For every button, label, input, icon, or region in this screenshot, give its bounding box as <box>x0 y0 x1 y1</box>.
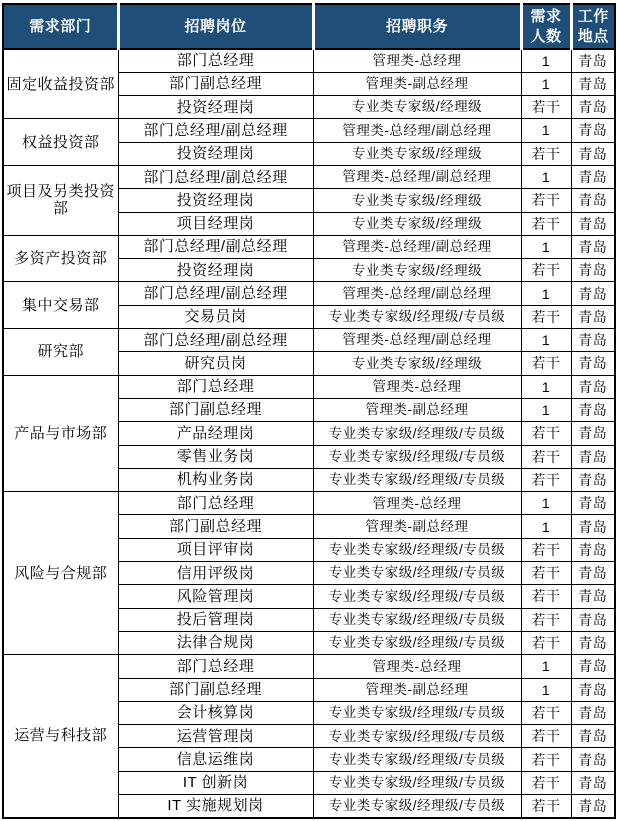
headcount-cell: 1 <box>521 375 571 398</box>
location-cell: 青岛 <box>571 305 615 328</box>
position-cell: 部门总经理 <box>118 492 313 515</box>
position-cell: 交易员岗 <box>118 305 313 328</box>
headcount-cell: 若干 <box>521 538 571 561</box>
location-cell: 青岛 <box>571 725 615 748</box>
location-cell: 青岛 <box>571 119 615 142</box>
location-cell: 青岛 <box>571 515 615 538</box>
location-cell: 青岛 <box>571 142 615 165</box>
title-cell: 专业类专家级/经理级/专员级 <box>313 422 521 445</box>
title-cell: 专业类专家级/经理级 <box>313 189 521 212</box>
position-cell: 投后管理岗 <box>118 608 313 631</box>
headcount-cell: 1 <box>521 492 571 515</box>
location-cell: 青岛 <box>571 96 615 119</box>
location-cell: 青岛 <box>571 235 615 258</box>
recruitment-table <box>2 3 616 819</box>
position-cell: 项目经理岗 <box>118 212 313 235</box>
position-cell: 信用评级岗 <box>118 562 313 585</box>
position-cell: 部门总经理 <box>118 49 313 72</box>
location-cell: 青岛 <box>571 492 615 515</box>
location-cell: 青岛 <box>571 259 615 282</box>
table-row <box>3 49 615 72</box>
headcount-cell: 若干 <box>521 259 571 282</box>
location-cell: 青岛 <box>571 468 615 491</box>
position-cell: 部门总经理 <box>118 375 313 398</box>
position-cell: 部门副总经理 <box>118 398 313 421</box>
title-cell: 专业类专家级/经理级/专员级 <box>313 771 521 794</box>
dept-cell: 集中交易部 <box>3 282 118 329</box>
headcount-cell: 1 <box>521 72 571 95</box>
position-cell: 投资经理岗 <box>118 96 313 119</box>
title-cell: 专业类专家级/经理级/专员级 <box>313 795 521 818</box>
header-dept: 需求部门 <box>3 4 118 49</box>
headcount-cell: 若干 <box>521 445 571 468</box>
position-cell: 部门副总经理 <box>118 72 313 95</box>
headcount-cell: 若干 <box>521 585 571 608</box>
position-cell: IT 实施规划岗 <box>118 795 313 818</box>
location-cell: 青岛 <box>571 585 615 608</box>
location-cell: 青岛 <box>571 445 615 468</box>
title-cell: 专业类专家级/经理级/专员级 <box>313 608 521 631</box>
headcount-cell: 若干 <box>521 212 571 235</box>
table-header <box>3 4 615 49</box>
location-cell: 青岛 <box>571 795 615 818</box>
title-cell: 管理类-总经理 <box>313 492 521 515</box>
position-cell: 部门总经理/副总经理 <box>118 165 313 188</box>
headcount-cell: 若干 <box>521 305 571 328</box>
title-cell: 专业类专家级/经理级 <box>313 96 521 119</box>
headcount-cell: 若干 <box>521 795 571 818</box>
table-row <box>3 165 615 188</box>
position-cell: 投资经理岗 <box>118 142 313 165</box>
dept-cell: 产品与市场部 <box>3 375 118 491</box>
headcount-cell: 若干 <box>521 142 571 165</box>
location-cell: 青岛 <box>571 631 615 654</box>
position-cell: 运营管理岗 <box>118 725 313 748</box>
headcount-cell: 1 <box>521 165 571 188</box>
headcount-cell: 1 <box>521 119 571 142</box>
headcount-cell: 若干 <box>521 96 571 119</box>
headcount-cell: 1 <box>521 235 571 258</box>
title-cell: 管理类-总经理/副总经理 <box>313 119 521 142</box>
location-cell: 青岛 <box>571 329 615 352</box>
header-headcount: 需求人数 <box>521 4 571 49</box>
headcount-cell: 若干 <box>521 608 571 631</box>
header-position: 招聘岗位 <box>118 4 313 49</box>
dept-cell: 风险与合规部 <box>3 492 118 655</box>
dept-cell: 项目及另类投资部 <box>3 165 118 235</box>
headcount-cell: 1 <box>521 282 571 305</box>
location-cell: 青岛 <box>571 771 615 794</box>
location-cell: 青岛 <box>571 72 615 95</box>
title-cell: 管理类-副总经理 <box>313 72 521 95</box>
headcount-cell: 1 <box>521 398 571 421</box>
headcount-cell: 若干 <box>521 352 571 375</box>
table-row <box>3 375 615 398</box>
position-cell: 部门总经理/副总经理 <box>118 329 313 352</box>
position-cell: 部门总经理/副总经理 <box>118 119 313 142</box>
dept-cell: 固定收益投资部 <box>3 49 118 119</box>
header-row <box>3 4 615 49</box>
location-cell: 青岛 <box>571 608 615 631</box>
position-cell: 零售业务岗 <box>118 445 313 468</box>
dept-cell: 多资产投资部 <box>3 235 118 282</box>
location-cell: 青岛 <box>571 375 615 398</box>
header-location: 工作地点 <box>571 4 615 49</box>
position-cell: 部门总经理 <box>118 655 313 678</box>
title-cell: 专业类专家级/经理级/专员级 <box>313 468 521 491</box>
title-cell: 专业类专家级/经理级/专员级 <box>313 538 521 561</box>
title-cell: 管理类-副总经理 <box>313 515 521 538</box>
title-cell: 专业类专家级/经理级/专员级 <box>313 631 521 654</box>
position-cell: 部门副总经理 <box>118 515 313 538</box>
location-cell: 青岛 <box>571 701 615 724</box>
position-cell: 项目评审岗 <box>118 538 313 561</box>
headcount-cell: 1 <box>521 515 571 538</box>
position-cell: 研究员岗 <box>118 352 313 375</box>
title-cell: 专业类专家级/经理级/专员级 <box>313 585 521 608</box>
headcount-cell: 1 <box>521 678 571 701</box>
table-row <box>3 119 615 142</box>
location-cell: 青岛 <box>571 538 615 561</box>
position-cell: 部门副总经理 <box>118 678 313 701</box>
headcount-cell: 若干 <box>521 189 571 212</box>
header-title: 招聘职务 <box>313 4 521 49</box>
headcount-cell: 若干 <box>521 422 571 445</box>
location-cell: 青岛 <box>571 189 615 212</box>
dept-cell: 研究部 <box>3 329 118 376</box>
position-cell: 会计核算岗 <box>118 701 313 724</box>
table-row <box>3 235 615 258</box>
location-cell: 青岛 <box>571 49 615 72</box>
dept-cell: 运营与科技部 <box>3 655 118 818</box>
title-cell: 管理类-总经理/副总经理 <box>313 329 521 352</box>
title-cell: 专业类专家级/经理级/专员级 <box>313 748 521 771</box>
headcount-cell: 1 <box>521 49 571 72</box>
headcount-cell: 若干 <box>521 631 571 654</box>
position-cell: 投资经理岗 <box>118 259 313 282</box>
position-cell: 部门总经理/副总经理 <box>118 282 313 305</box>
title-cell: 专业类专家级/经理级/专员级 <box>313 305 521 328</box>
location-cell: 青岛 <box>571 398 615 421</box>
title-cell: 专业类专家级/经理级 <box>313 212 521 235</box>
position-cell: 部门总经理/副总经理 <box>118 235 313 258</box>
location-cell: 青岛 <box>571 212 615 235</box>
headcount-cell: 1 <box>521 329 571 352</box>
title-cell: 管理类-总经理 <box>313 49 521 72</box>
title-cell: 专业类专家级/经理级 <box>313 259 521 282</box>
position-cell: 投资经理岗 <box>118 189 313 212</box>
location-cell: 青岛 <box>571 655 615 678</box>
title-cell: 管理类-总经理/副总经理 <box>313 282 521 305</box>
title-cell: 专业类专家级/经理级/专员级 <box>313 725 521 748</box>
table-row <box>3 655 615 678</box>
title-cell: 管理类-总经理 <box>313 375 521 398</box>
headcount-cell: 若干 <box>521 748 571 771</box>
position-cell: 信息运维岗 <box>118 748 313 771</box>
title-cell: 专业类专家级/经理级 <box>313 142 521 165</box>
location-cell: 青岛 <box>571 748 615 771</box>
position-cell: 产品经理岗 <box>118 422 313 445</box>
title-cell: 管理类-总经理/副总经理 <box>313 235 521 258</box>
location-cell: 青岛 <box>571 352 615 375</box>
position-cell: IT 创新岗 <box>118 771 313 794</box>
location-cell: 青岛 <box>571 562 615 585</box>
position-cell: 法律合规岗 <box>118 631 313 654</box>
headcount-cell: 若干 <box>521 725 571 748</box>
headcount-cell: 若干 <box>521 562 571 585</box>
headcount-cell: 1 <box>521 655 571 678</box>
title-cell: 专业类专家级/经理级/专员级 <box>313 562 521 585</box>
position-cell: 机构业务岗 <box>118 468 313 491</box>
location-cell: 青岛 <box>571 422 615 445</box>
title-cell: 专业类专家级/经理级/专员级 <box>313 445 521 468</box>
table-row <box>3 492 615 515</box>
title-cell: 管理类-副总经理 <box>313 398 521 421</box>
headcount-cell: 若干 <box>521 771 571 794</box>
title-cell: 专业类专家级/经理级/专员级 <box>313 701 521 724</box>
location-cell: 青岛 <box>571 678 615 701</box>
table-body <box>3 49 615 818</box>
title-cell: 管理类-副总经理 <box>313 678 521 701</box>
title-cell: 专业类专家级/经理级 <box>313 352 521 375</box>
dept-cell: 权益投资部 <box>3 119 118 166</box>
title-cell: 管理类-总经理 <box>313 655 521 678</box>
position-cell: 风险管理岗 <box>118 585 313 608</box>
location-cell: 青岛 <box>571 165 615 188</box>
location-cell: 青岛 <box>571 282 615 305</box>
table-row <box>3 329 615 352</box>
title-cell: 管理类-总经理/副总经理 <box>313 165 521 188</box>
headcount-cell: 若干 <box>521 701 571 724</box>
table-row <box>3 282 615 305</box>
headcount-cell: 若干 <box>521 468 571 491</box>
